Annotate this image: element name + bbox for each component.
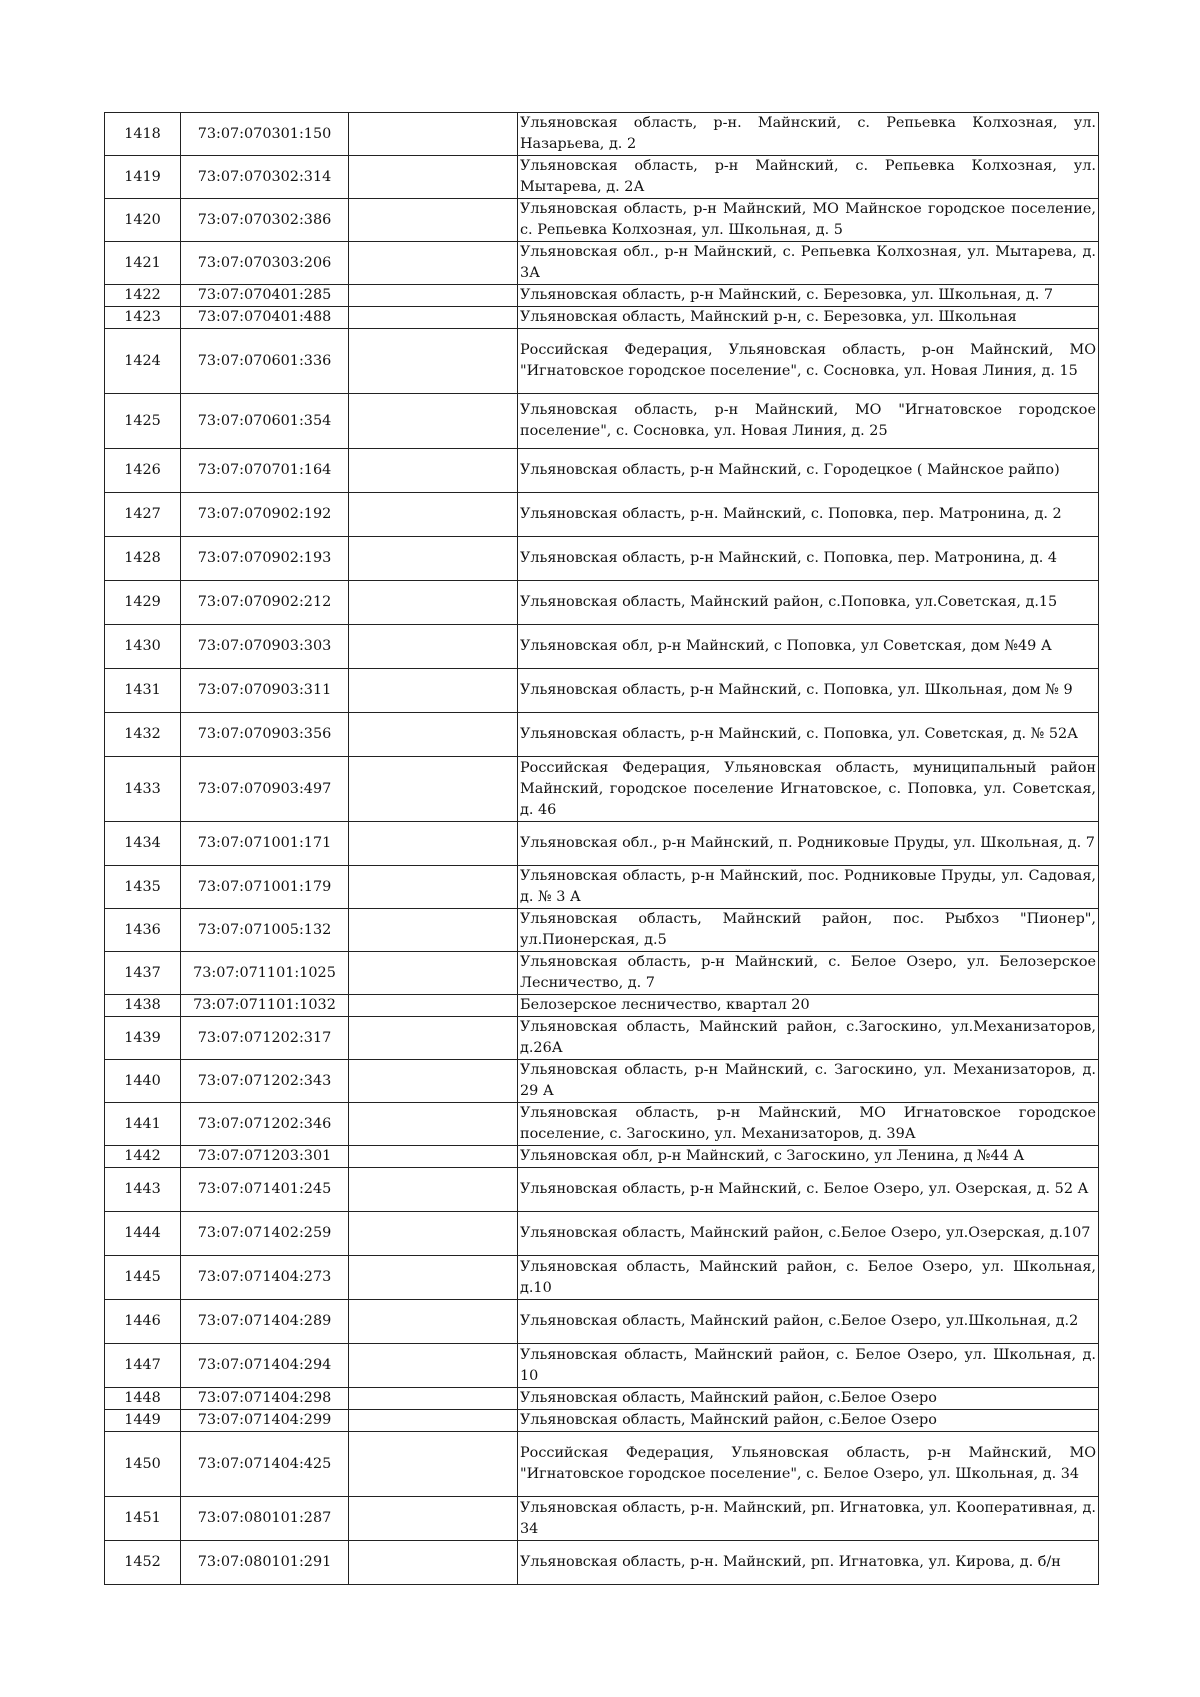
address-cell: Российская Федерация, Ульяновская область, муниципальный район Майнский, городское поселение Игнатовское, с. Поповка, ул. Советская, д. 46 [518,757,1099,822]
empty-cell [349,1103,518,1146]
cadastral-number: 73:07:070701:164 [181,449,349,493]
row-number: 1432 [105,713,181,757]
row-number: 1444 [105,1212,181,1256]
registry-table-body [105,113,1099,1585]
empty-cell [349,713,518,757]
empty-cell [349,625,518,669]
cadastral-number: 73:07:071001:171 [181,822,349,866]
empty-cell [349,199,518,242]
cadastral-number: 73:07:071404:298 [181,1388,349,1410]
cadastral-number: 73:07:070601:336 [181,329,349,394]
row-number: 1430 [105,625,181,669]
cadastral-number: 73:07:070302:314 [181,156,349,199]
empty-cell [349,329,518,394]
address-cell: Ульяновская область, Майнский район, с.Белое Озеро [518,1388,1099,1410]
row-number: 1439 [105,1017,181,1060]
empty-cell [349,822,518,866]
cadastral-number: 73:07:070902:192 [181,493,349,537]
empty-cell [349,449,518,493]
address-cell: Ульяновская обл., р-н Майнский, с. Репьевка Колхозная, ул. Мытарева, д. 3А [518,242,1099,285]
row-number: 1419 [105,156,181,199]
empty-cell [349,995,518,1017]
empty-cell [349,156,518,199]
address-cell: Ульяновская область, р-н. Майнский, с. Репьевка Колхозная, ул. Назарьева, д. 2 [518,113,1099,156]
address-cell: Ульяновская область, Майнский район, с.Белое Озеро, ул.Школьная, д.2 [518,1300,1099,1344]
row-number: 1436 [105,909,181,952]
empty-cell [349,909,518,952]
row-number: 1442 [105,1146,181,1168]
cadastral-number: 73:07:070902:212 [181,581,349,625]
row-number: 1450 [105,1432,181,1497]
address-cell: Ульяновская область, Майнский район, с. Белое Озеро, ул. Школьная, д. 10 [518,1344,1099,1388]
address-cell: Ульяновская область, р-н. Майнский, рп. Игнатовка, ул. Кооперативная, д. 34 [518,1497,1099,1541]
row-number: 1446 [105,1300,181,1344]
row-number: 1449 [105,1410,181,1432]
address-cell: Ульяновская область, р-н Майнский, с. Белое Озеро, ул. Озерская, д. 52 А [518,1168,1099,1212]
empty-cell [349,1212,518,1256]
row-number: 1438 [105,995,181,1017]
address-cell: Ульяновская область, р-н Майнский, с. Белое Озеро, ул. Белозерское Лесничество, д. 7 [518,952,1099,995]
row-number: 1435 [105,866,181,909]
row-number: 1423 [105,307,181,329]
address-cell: Ульяновская область, р-н Майнский, с. Поповка, пер. Матронина, д. 4 [518,537,1099,581]
row-number: 1452 [105,1541,181,1585]
address-cell: Российская Федерация, Ульяновская область, р-он Майнский, МО "Игнатовское городское поселение", с. Сосновка, ул. Новая Линия, д. 15 [518,329,1099,394]
cadastral-number: 73:07:071404:425 [181,1432,349,1497]
empty-cell [349,757,518,822]
empty-cell [349,493,518,537]
empty-cell [349,242,518,285]
empty-cell [349,1300,518,1344]
row-number: 1421 [105,242,181,285]
address-cell: Ульяновская обл, р-н Майнский, с Поповка, ул Советская, дом №49 А [518,625,1099,669]
address-cell: Ульяновская область, р-н Майнский, МО Майнское городское поселение, с. Репьевка Колхозная, ул. Школьная, д. 5 [518,199,1099,242]
cadastral-number: 73:07:070903:303 [181,625,349,669]
cadastral-number: 73:07:071101:1032 [181,995,349,1017]
cadastral-number: 73:07:071005:132 [181,909,349,952]
row-number: 1434 [105,822,181,866]
row-number: 1443 [105,1168,181,1212]
cadastral-number: 73:07:070902:193 [181,537,349,581]
empty-cell [349,1541,518,1585]
cadastral-number: 73:07:070301:150 [181,113,349,156]
row-number: 1433 [105,757,181,822]
registry-table [104,112,1099,1585]
empty-cell [349,537,518,581]
address-cell: Ульяновская область, Майнский район, пос. Рыбхоз "Пионер", ул.Пионерская, д.5 [518,909,1099,952]
cadastral-number: 73:07:071404:294 [181,1344,349,1388]
cadastral-number: 73:07:070903:311 [181,669,349,713]
empty-cell [349,1344,518,1388]
cadastral-number: 73:07:071404:289 [181,1300,349,1344]
row-number: 1426 [105,449,181,493]
address-cell: Ульяновская область, р-н Майнский, с. Репьевка Колхозная, ул. Мытарева, д. 2А [518,156,1099,199]
cadastral-number: 73:07:071001:179 [181,866,349,909]
address-cell: Ульяновская область, Майнский район, с.Белое Озеро [518,1410,1099,1432]
row-number: 1425 [105,394,181,449]
cadastral-number: 73:07:070903:497 [181,757,349,822]
row-number: 1451 [105,1497,181,1541]
cadastral-number: 73:07:071202:343 [181,1060,349,1103]
cadastral-number: 73:07:070303:206 [181,242,349,285]
empty-cell [349,1146,518,1168]
row-number: 1424 [105,329,181,394]
address-cell: Ульяновская область, р-н. Майнский, рп. Игнатовка, ул. Кирова, д. б/н [518,1541,1099,1585]
row-number: 1437 [105,952,181,995]
cadastral-number: 73:07:070401:488 [181,307,349,329]
row-number: 1420 [105,199,181,242]
address-cell: Российская Федерация, Ульяновская область, р-н Майнский, МО "Игнатовское городское поселение", с. Белое Озеро, ул. Школьная, д. 34 [518,1432,1099,1497]
address-cell: Ульяновская область, р-н Майнский, МО "Игнатовское городское поселение", с. Сосновка, ул. Новая Линия, д. 25 [518,394,1099,449]
empty-cell [349,1497,518,1541]
cadastral-number: 73:07:070401:285 [181,285,349,307]
cadastral-number: 73:07:070601:354 [181,394,349,449]
empty-cell [349,669,518,713]
cadastral-number: 73:07:071202:317 [181,1017,349,1060]
empty-cell [349,1060,518,1103]
row-number: 1447 [105,1344,181,1388]
cadastral-number: 73:07:071202:346 [181,1103,349,1146]
row-number: 1428 [105,537,181,581]
row-number: 1445 [105,1256,181,1300]
empty-cell [349,1017,518,1060]
address-cell: Ульяновская область, Майнский район, с.Поповка, ул.Советская, д.15 [518,581,1099,625]
empty-cell [349,1168,518,1212]
address-cell: Ульяновская обл., р-н Майнский, п. Родниковые Пруды, ул. Школьная, д. 7 [518,822,1099,866]
address-cell: Ульяновская область, р-н Майнский, с. Березовка, ул. Школьная, д. 7 [518,285,1099,307]
address-cell: Ульяновская область, Майнский р-н, с. Березовка, ул. Школьная [518,307,1099,329]
address-cell: Белозерское лесничество, квартал 20 [518,995,1099,1017]
row-number: 1422 [105,285,181,307]
empty-cell [349,1388,518,1410]
row-number: 1429 [105,581,181,625]
cadastral-number: 73:07:071401:245 [181,1168,349,1212]
cadastral-number: 73:07:071404:299 [181,1410,349,1432]
row-number: 1440 [105,1060,181,1103]
address-cell: Ульяновская область, р-н Майнский, с. Поповка, ул. Советская, д. № 52А [518,713,1099,757]
address-cell: Ульяновская область, р-н Майнский, пос. Родниковые Пруды, ул. Садовая, д. № 3 А [518,866,1099,909]
empty-cell [349,1256,518,1300]
cadastral-number: 73:07:070302:386 [181,199,349,242]
cadastral-number: 73:07:071404:273 [181,1256,349,1300]
cadastral-number: 73:07:070903:356 [181,713,349,757]
empty-cell [349,1410,518,1432]
address-cell: Ульяновская область, р-н Майнский, МО Игнатовское городское поселение, с. Загоскино, ул. Механизаторов, д. 39А [518,1103,1099,1146]
address-cell: Ульяновская область, р-н Майнский, с. Поповка, ул. Школьная, дом № 9 [518,669,1099,713]
address-cell: Ульяновская область, р-н Майнский, с. Загоскино, ул. Механизаторов, д. 29 А [518,1060,1099,1103]
address-cell: Ульяновская область, р-н. Майнский, с. Поповка, пер. Матронина, д. 2 [518,493,1099,537]
address-cell: Ульяновская область, Майнский район, с.Загоскино, ул.Механизаторов, д.26А [518,1017,1099,1060]
cadastral-number: 73:07:071203:301 [181,1146,349,1168]
cadastral-number: 73:07:071402:259 [181,1212,349,1256]
row-number: 1431 [105,669,181,713]
empty-cell [349,285,518,307]
empty-cell [349,307,518,329]
empty-cell [349,113,518,156]
address-cell: Ульяновская область, Майнский район, с.Белое Озеро, ул.Озерская, д.107 [518,1212,1099,1256]
cadastral-number: 73:07:080101:291 [181,1541,349,1585]
row-number: 1441 [105,1103,181,1146]
address-cell: Ульяновская область, р-н Майнский, с. Городецкое ( Майнское райпо) [518,449,1099,493]
cadastral-number: 73:07:080101:287 [181,1497,349,1541]
address-cell: Ульяновская обл, р-н Майнский, с Загоскино, ул Ленина, д №44 А [518,1146,1099,1168]
empty-cell [349,394,518,449]
empty-cell [349,581,518,625]
empty-cell [349,866,518,909]
row-number: 1427 [105,493,181,537]
cadastral-number: 73:07:071101:1025 [181,952,349,995]
row-number: 1418 [105,113,181,156]
row-number: 1448 [105,1388,181,1410]
address-cell: Ульяновская область, Майнский район, с. Белое Озеро, ул. Школьная, д.10 [518,1256,1099,1300]
empty-cell [349,1432,518,1497]
empty-cell [349,952,518,995]
